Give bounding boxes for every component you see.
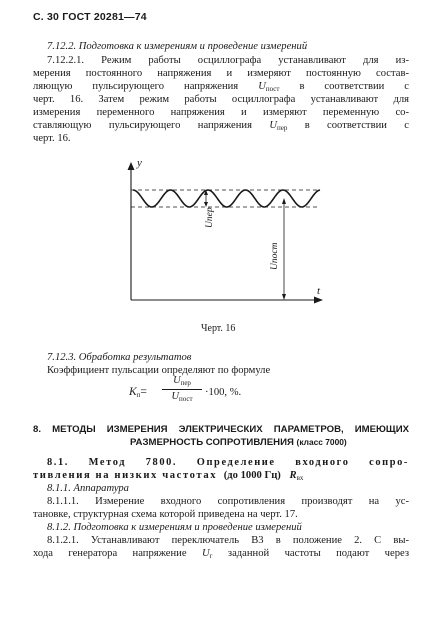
section-8-heading-line2: РАЗМЕРНОСТЬ СОПРОТИВЛЕНИЯ (класс 7000): [130, 437, 347, 448]
subsection-7-12-2-heading: 7.12.2. Подготовка к измерениям и проведение измерений: [47, 41, 308, 52]
method-7800-title-line2: тивления на низких частотах (до 1000 Гц) $R_{вх}$: [33, 470, 304, 482]
section-8-heading-line1: 8. МЕТОДЫ ИЗМЕРЕНИЯ ЭЛЕКТРИЧЕСКИХ ПАРАМЕТРОВ, ИМЕЮЩИХ: [33, 424, 409, 435]
x-axis-label: t: [317, 285, 321, 297]
y-axis-label: y: [137, 157, 142, 169]
formula-intro: Коэффициент пульсации определяют по формуле: [47, 365, 271, 376]
u-post-label: Uпост: [270, 242, 280, 270]
document-page: С. 30 ГОСТ 20281—74 7.12.2. Подготовка к измерениям и проведение измерений 7.12.2.1. Режим работы осциллографа устанавливают для из- мерения постоянного напряжения и измеряют постоянную состав- ляющую пульсирующего напряжения $U_{пост}$ в соответствии с черт. 16. Затем режим работы осциллографа устанавливают для измерения переменного напряжения и измеряют переменную со- ставляющую пульсирующего напряжения $U_{пер}$ в соответствии с черт. 16. y t Uпер Uпост Черт. 16 7.12.3. Обработка результатов Коэффициент пульсации определяют по формуле $K_п=$ $U_{пер}$ $U_{пост}$ ·100, %. 8. МЕТОДЫ ИЗМЕРЕНИЯ ЭЛЕКТРИЧЕСКИХ ПАРАМЕТРОВ, ИМЕЮЩИХ РАЗМЕРНОСТЬ СОПРОТИВЛЕНИЯ (класс 7000) 8.1. Метод 7800. Определение входного сопро- тивления на низких частотах (до 1000 Гц) $R_{вх}$ 8.1.1. Аппаратура 8.1.1.1. Измерение входного сопротивления производят на ус- тановке, структурная схема которой приведена на черт. 17. 8.1.2. Подготовка к измерениям и проведение измерений 8.1.2.1. Устанавливают переключатель B3 в положение 2. С вы- хода генератора напряжение $U_г$ заданной частоты подают через: [0, 0, 427, 623]
subsection-7-12-3-heading: 7.12.3. Обработка результатов: [47, 352, 192, 363]
figure-caption: Черт. 16: [201, 323, 236, 334]
u-per-label: Uпер: [205, 207, 215, 228]
subsection-8-1-1-heading: 8.1.1. Аппаратура: [47, 483, 129, 494]
subsection-8-1-2-heading: 8.1.2. Подготовка к измерениям и проведение измерений: [47, 522, 302, 533]
page-header: С. 30 ГОСТ 20281—74: [33, 11, 147, 23]
x-axis-arrow: [314, 297, 323, 304]
fraction-bar: [162, 389, 202, 390]
method-7800-title-line1: 8.1. Метод 7800. Определение входного сопро-: [47, 457, 409, 468]
y-axis-arrow: [128, 162, 135, 170]
pulsating-voltage-wave: [133, 190, 320, 207]
